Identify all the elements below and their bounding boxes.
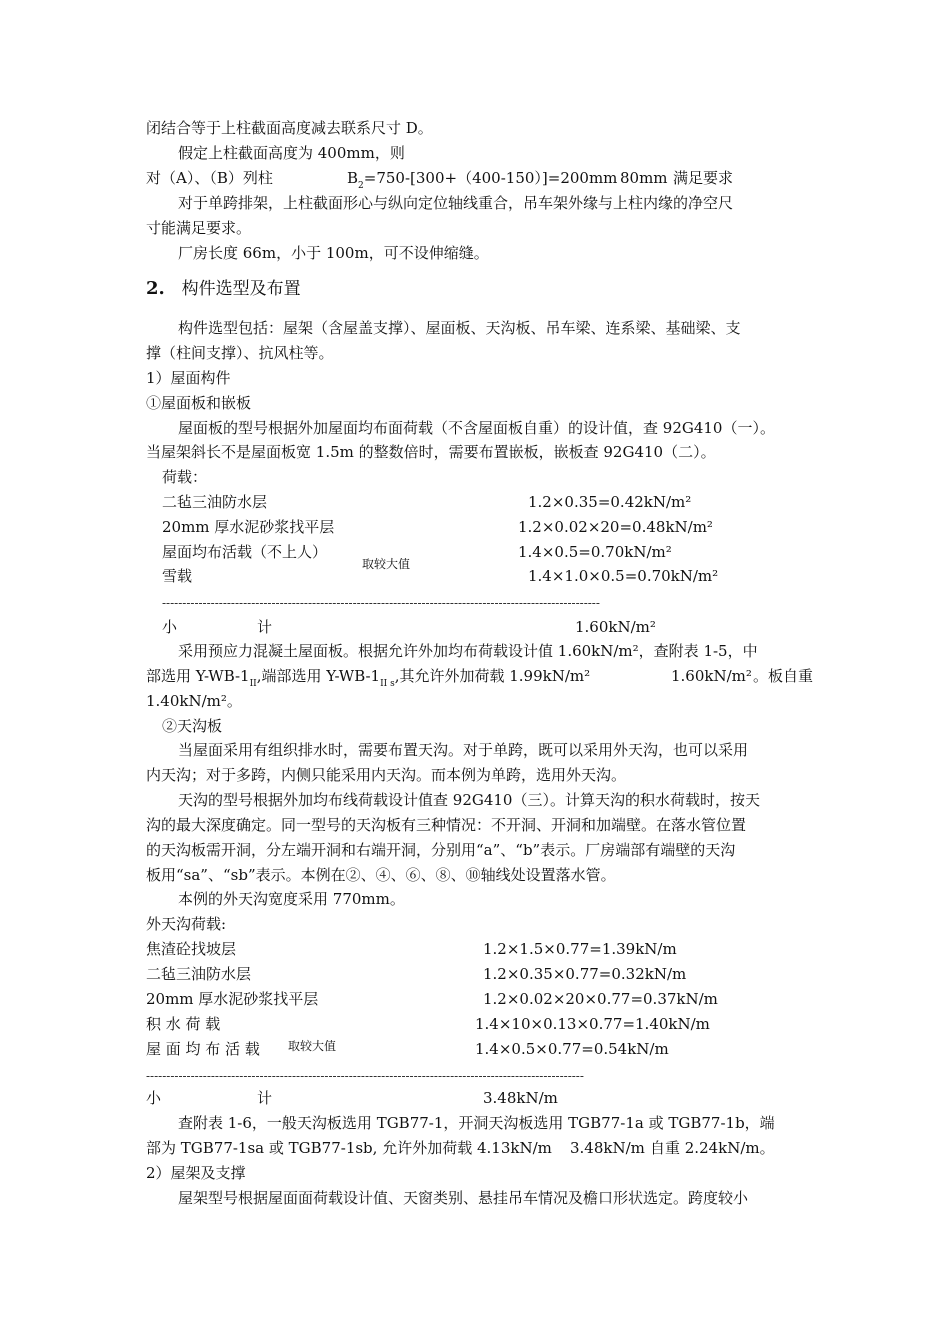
- total-value: 3.48kN/m: [483, 1089, 558, 1107]
- load-name: 二毡三油防水层: [146, 965, 252, 983]
- load-name: 屋 面 均 布 活 载: [146, 1040, 260, 1058]
- text-line: 沟的最大深度确定。同一型号的天沟板有三种情况：不开洞、开洞和加端壁。在落水管位置: [146, 816, 747, 834]
- text-line: 外天沟荷载:: [146, 915, 227, 933]
- text-line: 撑（柱间支撑）、抗风柱等。: [146, 344, 334, 362]
- section-number: 2.: [146, 278, 165, 299]
- load-name: 屋面均布活载（不上人）: [162, 543, 328, 561]
- text-line: 寸能满足要求。: [146, 219, 252, 237]
- text-fragment: 自重 2.24kN/m。: [650, 1139, 775, 1157]
- total-label: 小: [146, 1089, 162, 1107]
- formula-symbol: B: [347, 169, 359, 187]
- text-fragment: 部选用 Y-WB-1: [146, 667, 250, 685]
- text-line: 屋面板的型号根据外加屋面均布面荷载（不含屋面板自重）的设计值，查 92G410（一）。: [178, 419, 775, 437]
- load-value: 1.2×0.02×20×0.77=0.37kN/m: [483, 990, 718, 1008]
- section-heading: [146, 279, 301, 299]
- formula-subscript: 2: [358, 181, 364, 191]
- text-fragment: 3.48kN/m: [570, 1139, 645, 1157]
- text-line: 满足要求: [673, 169, 734, 187]
- load-value: 1.2×0.35×0.77=0.32kN/m: [483, 965, 687, 983]
- text-line: 本例的外天沟宽度采用 770mm。: [178, 890, 405, 908]
- text-fragment: ,端部选用 Y-WB-1: [256, 667, 381, 685]
- formula-limit: 80mm: [620, 169, 668, 187]
- text-line: 对（A）、（B）列柱: [146, 169, 273, 187]
- total-label: 小: [162, 618, 178, 636]
- text-line: 假定上柱截面高度为 400mm，则: [178, 144, 405, 162]
- load-value: 1.2×1.5×0.77=1.39kN/m: [483, 940, 677, 958]
- subscript: II s: [380, 679, 395, 689]
- total-label: 计: [257, 618, 273, 636]
- subheading: ①屋面板和嵌板: [146, 394, 252, 412]
- text-line: 闭结合等于上柱截面高度减去联系尺寸 D。: [146, 119, 433, 137]
- load-name: 焦渣砼找坡层: [146, 940, 237, 958]
- load-value: 1.2×0.35=0.42kN/m²: [528, 493, 692, 511]
- load-value: 1.4×10×0.13×0.77=1.40kN/m: [475, 1015, 710, 1033]
- load-name: 积 水 荷 载: [146, 1015, 221, 1033]
- text-line: [146, 666, 590, 689]
- text-line: 板用“sa”、“sb”表示。本例在②、④、⑥、⑧、⑩轴线处设置落水管。: [146, 866, 616, 884]
- text-line: 屋架型号根据屋面面荷载设计值、天窗类别、悬挂吊车情况及檐口形状选定。跨度较小: [178, 1189, 749, 1207]
- total-value: 1.60kN/m²: [575, 618, 656, 636]
- text-line: 荷载：: [162, 468, 208, 486]
- take-larger-note: 取较大值: [362, 557, 411, 571]
- load-value: 1.4×0.5×0.77=0.54kN/m: [475, 1040, 669, 1058]
- text-fragment: 1.60kN/m²: [671, 667, 752, 685]
- text-line: 内天沟；对于多跨，内侧只能采用内天沟。而本例为单跨，选用外天沟。: [146, 766, 627, 784]
- subheading: 1）屋面构件: [146, 369, 231, 387]
- text-line: 当屋面采用有组织排水时，需要布置天沟。对于单跨，既可以采用外天沟，也可以采用: [178, 741, 749, 759]
- subheading: ②天沟板: [162, 717, 223, 735]
- text-fragment: 。板自重: [753, 667, 814, 685]
- text-fragment: ,其允许外加荷载 1.99kN/m²: [394, 667, 591, 685]
- divider: ------------------------------------------------------------------------------------------------------------: [162, 596, 600, 610]
- divider: ------------------------------------------------------------------------------------------------------------: [146, 1069, 584, 1083]
- total-label: 计: [257, 1089, 273, 1107]
- load-value: 1.4×0.5=0.70kN/m²: [518, 543, 672, 561]
- take-larger-note: 取较大值: [288, 1039, 337, 1053]
- text-line: 查附表 1-6，一般天沟板选用 TGB77-1，开洞天沟板选用 TGB77-1a 或 TGB77-1b，端: [178, 1114, 775, 1132]
- subheading: 2）屋架及支撑: [146, 1164, 246, 1182]
- load-name: 20mm 厚水泥砂浆找平层: [162, 518, 335, 536]
- formula-b2: [347, 168, 617, 191]
- subscript: II: [249, 679, 257, 689]
- formula-expression: =750-[300+（400-150）]=200mm: [363, 169, 618, 187]
- text-line: 构件选型包括：屋架（含屋盖支撑）、屋面板、天沟板、吊车梁、连系梁、基础梁、支: [178, 319, 741, 337]
- load-name: 雪载: [162, 567, 193, 585]
- text-line: 部为 TGB77-1sa 或 TGB77-1sb, 允许外加荷载 4.13kN/m: [146, 1139, 552, 1157]
- text-line: 采用预应力混凝土屋面板。根据允许外加均布荷载设计值 1.60kN/m²，查附表 1-5，中: [178, 642, 758, 660]
- section-title: 构件选型及布置: [181, 279, 301, 299]
- text-line: 当屋架斜长不是屋面板宽 1.5m 的整数倍时，需要布置嵌板，嵌板查 92G410（二）。: [146, 443, 716, 461]
- load-value: 1.4×1.0×0.5=0.70kN/m²: [528, 567, 719, 585]
- text-line: 天沟的型号根据外加均布线荷载设计值查 92G410（三）。计算天沟的积水荷载时，按天: [178, 791, 760, 809]
- load-name: 20mm 厚水泥砂浆找平层: [146, 990, 319, 1008]
- load-name: 二毡三油防水层: [162, 493, 268, 511]
- text-line: 1.40kN/m²。: [146, 692, 242, 710]
- text-line: 对于单跨排架，上柱截面形心与纵向定位轴线重合，吊车架外缘与上柱内缘的净空尺: [178, 194, 734, 212]
- load-value: 1.2×0.02×20=0.48kN/m²: [518, 518, 713, 536]
- text-line: 厂房长度 66m，小于 100m，可不设伸缩缝。: [178, 244, 489, 262]
- text-line: 的天沟板需开洞，分左端开洞和右端开洞，分别用“a”、“b”表示。厂房端部有端壁的天沟: [146, 841, 736, 859]
